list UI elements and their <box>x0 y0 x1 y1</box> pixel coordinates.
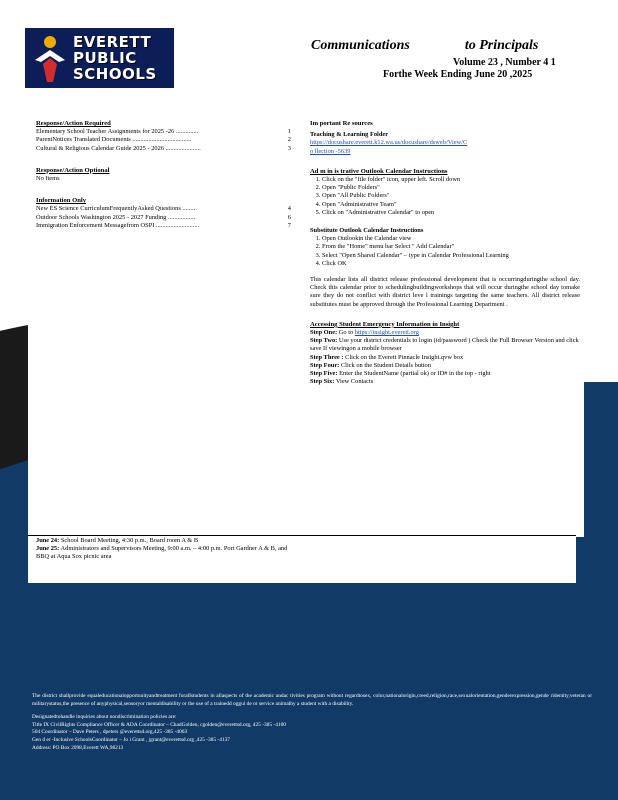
no-items-text: No Items <box>36 175 60 183</box>
event-text: School Board Meeting, 4:30 p.m., Board room A & B <box>60 537 199 544</box>
calendar-paragraph: This calendar lists all district release professional development that is occurringduringthe school day. Check this calendar prior to schedulingbuildingworkshops that will occur duringthe school day tomake sure they do not conflict with district leve l trainings targeting the same teachers. All district release substitutes must be approved through the Professional Learning Department . <box>310 276 580 308</box>
title-left: Communications <box>311 38 410 53</box>
toc-row[interactable] <box>36 136 291 144</box>
step-text: Go to <box>338 329 355 337</box>
insight-step <box>310 370 580 378</box>
event-date: June 24: <box>36 537 60 544</box>
toc-row[interactable] <box>36 222 291 230</box>
step-label: Step Three : <box>310 353 344 361</box>
newsletter-title <box>311 38 538 54</box>
insight-step <box>310 362 580 370</box>
toc-page: 6 <box>287 213 291 221</box>
insight-step <box>310 329 580 337</box>
list-item: 2. From the "Home" menu bar Select " Add Calendar" <box>322 243 580 251</box>
toc-text: Immigration Enforcement Messagefrom OSPI ........................... <box>36 221 200 229</box>
event-item <box>36 545 301 561</box>
logo-figure-icon <box>29 30 71 86</box>
toc-row[interactable] <box>36 145 291 153</box>
step-label: Step Six: <box>310 378 335 386</box>
left-column <box>36 120 291 230</box>
volume-line: Volume 23 , Number 4 1 <box>453 57 556 68</box>
insight-heading: Accessing Student Emergency Information in Insight <box>310 320 460 328</box>
district-logo <box>25 28 174 88</box>
list-item: 4. Open "Administrative Team" <box>322 201 580 209</box>
toc-page: 4 <box>287 205 291 213</box>
list-item: 2. Open "Public Folders" <box>322 184 580 192</box>
step-label: Step Four: <box>310 361 340 369</box>
tl-folder-heading: Teaching & Learning Folder <box>310 131 389 139</box>
week-line: Forthe Week Ending June 20 ,2025 <box>383 69 533 80</box>
events-list <box>36 537 301 562</box>
information-only-heading: Information Only <box>36 197 87 205</box>
footer-line: Address: PO Box 2098,Everett WA,98213 <box>32 744 124 751</box>
toc-row[interactable] <box>36 205 291 213</box>
footer-statement: The district shallprovide equaleducationalopportunityandtreatment foralIstudents in allaspects of the academic andac tivities program without regardtosex, color,nationalorigin,creed,religion,race,sexualorientation,genderexpression,gende ridentity,veteran or militarystatus,the presence of anyphysical,sensoryor mentaldisability or the use of a trainedd oggui de or service animalby a student with a disability. <box>32 693 592 707</box>
tl-folder-link[interactable]: https://docushare.everett.k12.wa.us/docushare/dsweb/View/Co llection -5639 <box>310 139 468 155</box>
step-label: Step Five: <box>310 370 338 378</box>
toc-page: 3 <box>287 144 291 152</box>
insight-link[interactable]: https://insight.everett.org <box>354 329 419 337</box>
footer-line: Gen d er -Inclusive SchoolsCoordinator – Jo i Grant , jgrant@everettsd.org ,425 -385 -4137 <box>32 736 230 743</box>
list-item: 5. Click on "Administrative Calendar" to open <box>322 209 580 217</box>
footer-line: Title IX CivilRights Compliance Officer & ADA Coordinator – ChadGolden, cgolden@everettsd.org, 425 -385 -4100 <box>32 721 287 728</box>
admin-outlook-steps <box>310 176 580 217</box>
step-label: Step Two: <box>310 337 338 345</box>
toc-page: 2 <box>287 136 291 144</box>
logo-word-3: SCHOOLS <box>73 65 157 83</box>
list-item: 1. Open Outlookin the Calendar view <box>322 235 580 243</box>
admin-outlook-heading: Ad m in is trative Outlook Calendar Instructions <box>310 167 448 175</box>
toc-text: New ES Science CurriculumFrequentlyAsked Questions ......... <box>36 205 197 213</box>
toc-row[interactable] <box>36 128 291 136</box>
substitute-outlook-heading: Substitute Outlook Calendar Instructions <box>310 227 424 235</box>
nondiscrimination-footer <box>32 693 592 752</box>
step-text: Enter the StudentName (partial ok) or ID# in the top - right <box>339 370 491 378</box>
response-required-heading: Response/Action Required <box>36 120 111 127</box>
event-date: June 25: <box>36 545 60 553</box>
step-text: Click on the Student Details button <box>340 361 431 369</box>
toc-page: 1 <box>287 128 291 136</box>
insight-step <box>310 337 580 353</box>
list-item: 3. Select "Open Shared Calendar" – type in Calendar Professional Learning <box>322 252 580 260</box>
right-column <box>310 120 580 386</box>
title-right: to Principals <box>464 38 539 53</box>
footer-inquiries: Designatedtohandle inquiries about nondiscrimination policies are: <box>32 714 177 721</box>
step-text: Use your district credentials to login (id/password ) Check the Full Browser Version and click save If viewingon a mobile browser <box>310 337 579 353</box>
event-item <box>36 537 301 545</box>
toc-page: 7 <box>287 221 291 229</box>
toc-text: Elementary School Teacher Assignments for 2025 -26 .............. <box>36 128 199 136</box>
list-item: 4. Click OK <box>322 260 580 268</box>
toc-text: Outdoor Schools Washington 2025 - 2027 Funding ................. <box>36 213 196 221</box>
section-divider <box>28 535 576 536</box>
insight-step <box>310 378 580 386</box>
response-optional-heading: Response/Action Optional <box>36 166 110 174</box>
toc-text: Cultural & Religious Calendar Guide 2025 - 2026 ...................... <box>36 144 201 152</box>
step-text: View Contacts <box>335 378 374 386</box>
step-text: Click on the Everett Pinnacle Insight.qvw box <box>345 353 464 361</box>
event-text: Administrators and Supervisors Meeting, 9:00 a.m. – 4:00 p.m. Port Gardner A & B, and BBQ at Aqua Sox picnic area <box>36 545 288 561</box>
important-resources-heading: Im portant Re sources <box>310 120 373 127</box>
logo-word-1: EVERETT <box>73 33 152 51</box>
logo-word-2: PUBLIC <box>73 49 137 67</box>
footer-line: 504 Coordinator – Dave Peters , dpeters @everettsd.org,425 -385 -4063 <box>32 729 188 736</box>
toc-text: ParentNotices Translated Documents ..................................... <box>36 136 192 144</box>
substitute-outlook-steps <box>310 235 580 268</box>
step-label: Step One: <box>310 329 338 337</box>
list-item: 3. Open "All Public Folders" <box>322 192 580 200</box>
toc-row[interactable] <box>36 214 291 222</box>
list-item: 1. Click on the "file folder" icon, upper left. Scroll down <box>322 176 580 184</box>
insight-step <box>310 354 580 362</box>
